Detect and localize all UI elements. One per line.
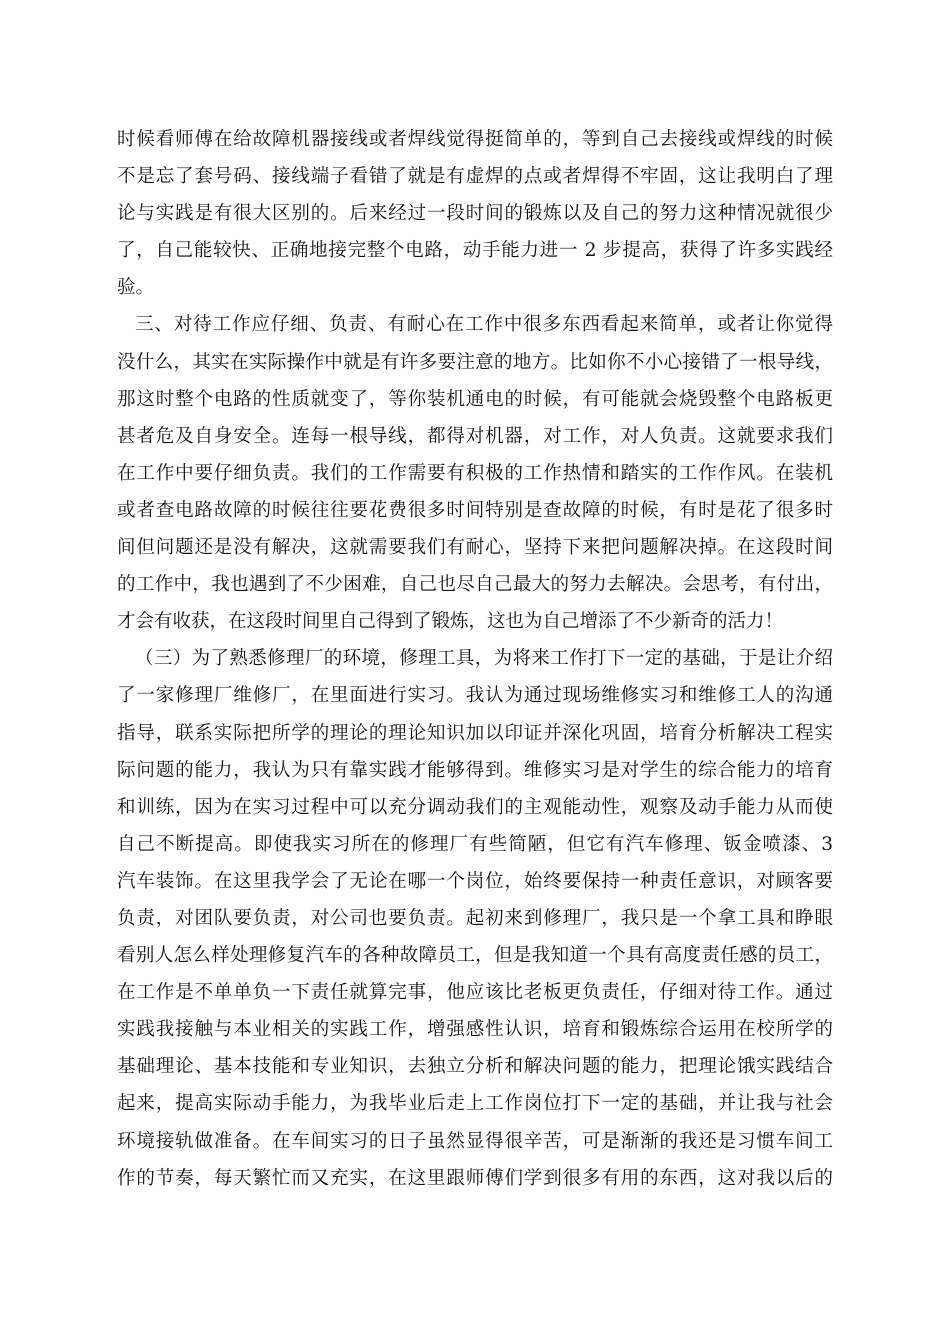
text-line-17: 指导，联系实际把所学的理论的理论知识加以印证并深化巩固，培育分析解决工程实 [117, 722, 833, 744]
text-line-16: 了一家修理厂维修厂，在里面进行实习。我认为通过现场维修实习和维修工人的沟通 [117, 685, 833, 707]
text-line-28: 环境接轨做准备。在车间实习的日子虽然显得很辛苦，可是渐渐的我还是习惯车间工 [117, 1130, 833, 1152]
text-line-19: 和训练，因为在实习过程中可以充分调动我们的主观能动性，观察及动手能力从而使 [117, 796, 833, 818]
text-line-18: 际问题的能力，我认为只有靠实践才能够得到。维修实习是对学生的综合能力的培育 [117, 759, 833, 781]
body-text [117, 121, 833, 1197]
text-line-29: 作的节奏，每天繁忙而又充实，在这里跟师傅们学到很多有用的东西，这对我以后的 [117, 1167, 833, 1189]
text-line-2: 不是忘了套号码、接线端子看错了就是有虚焊的点或者焊得不牢固，这让我明白了理 [117, 166, 833, 188]
text-line-24: 在工作是不单单负一下责任就算完事，他应该比老板更负责任，仔细对待工作。通过 [117, 982, 833, 1004]
text-line-22: 负责，对团队要负责，对公司也要负责。起初来到修理厂，我只是一个拿工具和睁眼 [117, 907, 833, 929]
text-line-25: 实践我接触与本业相关的实践工作，增强感性认识，培育和锻炼综合运用在校所学的 [117, 1019, 833, 1041]
text-line-23: 看别人怎么样处理修复汽车的各种故障员工，但是我知道一个具有高度责任感的员工， [117, 945, 833, 967]
text-line-1: 时候看师傅在给故障机器接线或者焊线觉得挺简单的，等到自己去接线或焊线的时候 [117, 129, 833, 150]
text-line-12: 间但问题还是没有解决，这就需要我们有耐心，坚持下来把问题解决掉。在这段时间 [117, 537, 833, 559]
text-line-27: 起来，提高实际动手能力，为我毕业后走上工作岗位打下一定的基础，并让我与社会 [117, 1093, 833, 1115]
text-line-5: 验。 [117, 277, 155, 299]
text-line-15: （三）为了熟悉修理厂的环境，修理工具，为将来工作打下一定的基础，于是让介绍 [135, 648, 833, 670]
text-line-26: 基础理论、基本技能和专业知识，去独立分析和解决问题的能力，把理论饿实践结合 [117, 1056, 833, 1078]
text-line-6: 三、对待工作应仔细、负责、有耐心在工作中很多东西看起来简单，或者让你觉得 [135, 314, 833, 336]
text-line-8: 那这时整个电路的性质就变了，等你装机通电的时候，有可能就会烧毁整个电路板更 [117, 388, 833, 410]
text-line-14: 才会有收获，在这段时间里自己得到了锻炼，这也为自己增添了不少新奇的活力！ [117, 611, 784, 633]
text-line-10: 在工作中要仔细负责。我们的工作需要有积极的工作热情和踏实的工作作风。在装机 [117, 462, 833, 484]
text-line-21: 汽车装饰。在这里我学会了无论在哪一个岗位，始终要保持一种责任意识，对顾客要 [117, 870, 833, 892]
text-line-20: 自己不断提高。即使我实习所在的修理厂有些简陋，但它有汽车修理、钣金喷漆、3 [117, 833, 833, 855]
text-line-7: 没什么，其实在实际操作中就是有许多要注意的地方。比如你不小心接错了一根导线， [117, 351, 833, 373]
text-line-11: 或者查电路故障的时候往往要花费很多时间特别是查故障的时候，有时是花了很多时 [117, 499, 833, 521]
text-line-3: 论与实践是有很大区别的。后来经过一段时间的锻炼以及自己的努力这种情况就很少 [117, 203, 833, 225]
text-line-9: 甚者危及自身安全。连每一根导线，都得对机器，对工作，对人负责。这就要求我们 [117, 425, 833, 447]
text-line-4: 了，自己能较快、正确地接完整个电路，动手能力进一 2 步提高，获得了许多实践经 [117, 240, 833, 262]
text-line-13: 的工作中，我也遇到了不少困难，自己也尽自己最大的努力去解决。会思考，有付出， [117, 574, 833, 596]
